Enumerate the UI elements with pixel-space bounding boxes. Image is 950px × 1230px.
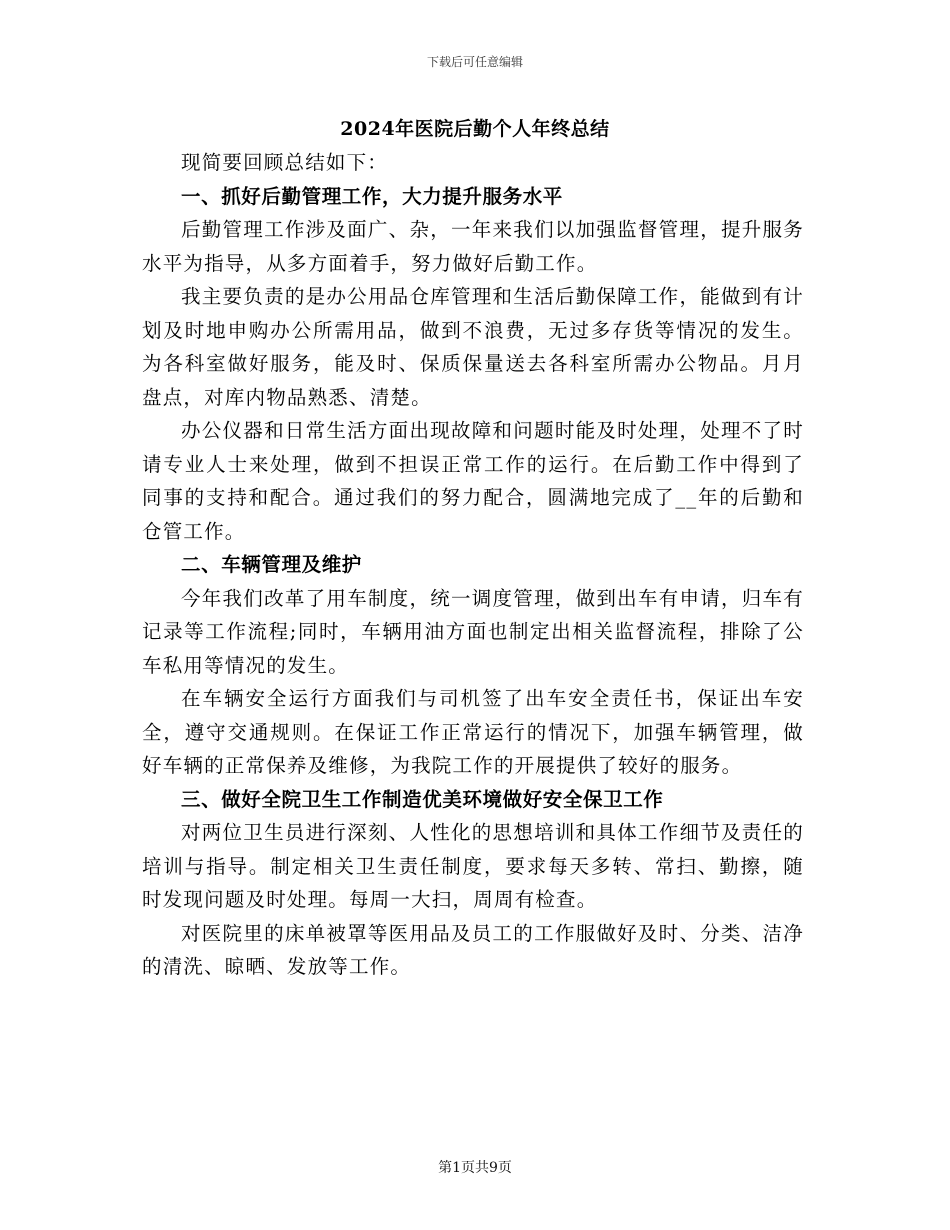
- page-number-footer: 第1页共9页: [438, 1160, 512, 1176]
- body-paragraph: 后勤管理工作涉及面广、杂，一年来我们以加强监督管理，提升服务水平为指导，从多方面着手，努力做好后勤工作。: [142, 218, 804, 275]
- body-paragraph: 对医院里的床单被罩等医用品及员工的工作服做好及时、分类、洁净的清洗、晾晒、发放等工作。: [142, 921, 804, 978]
- section-heading-1: 一、抓好后勤管理工作，大力提升服务水平: [181, 184, 563, 208]
- section-heading-2: 二、车辆管理及维护: [181, 553, 362, 576]
- body-paragraph: 我主要负责的是办公用品仓库管理和生活后勤保障工作，能做到有计划及时地申购办公所需用品，做到不浪费，无过多存货等情况的发生。为各科室做好服务，能及时、保质保量送去各科室所需办公物品。月月盘点，对库内物品熟悉、清楚。: [142, 285, 804, 409]
- body-paragraph: 办公仪器和日常生活方面出现故障和问题时能及时处理，处理不了时请专业人士来处理，做到不担误正常工作的运行。在后勤工作中得到了同事的支持和配合。通过我们的努力配合，圆满地完成了__年的后勤和仓管工作。: [142, 419, 804, 543]
- body-paragraph: 今年我们改革了用车制度，统一调度管理，做到出车有申请，归车有记录等工作流程;同时，车辆用油方面也制定出相关监督流程，排除了公车私用等情况的发生。: [142, 586, 804, 677]
- body-paragraph: 对两位卫生员进行深刻、人性化的思想培训和具体工作细节及责任的培训与指导。制定相关卫生责任制度，要求每天多转、常扫、勤擦，随时发现问题及时处理。每周一大扫，周周有检查。: [142, 821, 804, 911]
- intro-paragraph: 现简要回顾总结如下：: [181, 151, 389, 174]
- page-header-note: 下载后可任意编辑: [426, 55, 523, 69]
- document-body: [142, 146, 804, 984]
- section-heading-3: 三、做好全院卫生工作制造优美环境做好安全保卫工作: [181, 787, 664, 811]
- body-paragraph: 在车辆安全运行方面我们与司机签了出车安全责任书，保证出车安全，遵守交通规则。在保证工作正常运行的情况下，加强车辆管理，做好车辆的正常保养及维修，为我院工作的开展提供了较好的服务。: [142, 687, 804, 777]
- document-title: 2024年医院后勤个人年终总结: [340, 118, 610, 140]
